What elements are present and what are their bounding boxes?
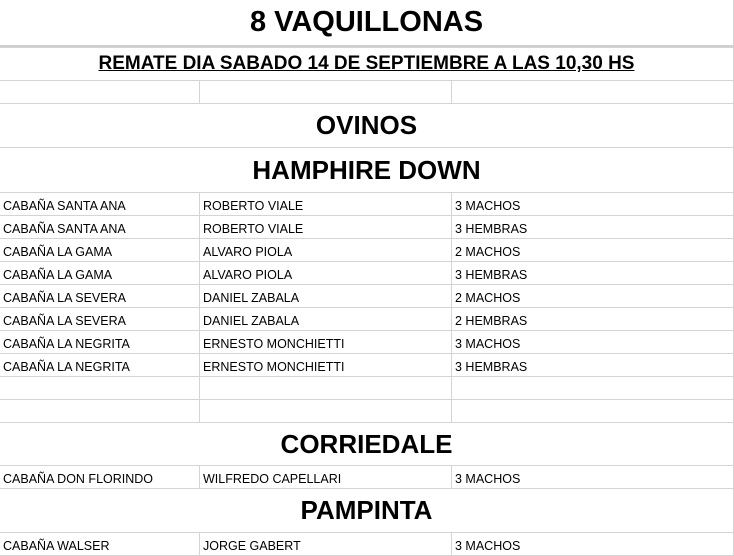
owner-cell[interactable]: ERNESTO MONCHIETTI xyxy=(200,354,452,376)
hampshire-table xyxy=(0,193,734,377)
owner-cell[interactable]: JORGE GABERT xyxy=(200,533,452,555)
pampinta-table xyxy=(0,533,734,556)
quantity-cell[interactable]: 3 MACHOS xyxy=(452,466,734,488)
quantity-cell[interactable]: 2 MACHOS xyxy=(452,239,734,261)
corriedale-heading[interactable]: CORRIEDALE xyxy=(0,423,734,465)
empty-cell[interactable] xyxy=(200,81,452,103)
quantity-cell[interactable]: 3 HEMBRAS xyxy=(452,354,734,376)
quantity-cell[interactable]: 3 HEMBRAS xyxy=(452,216,734,238)
corriedale-heading-row xyxy=(0,423,734,466)
cabana-cell[interactable]: CABAÑA DON FLORINDO xyxy=(0,466,200,488)
table-row xyxy=(0,285,734,308)
cabana-cell[interactable]: CABAÑA LA GAMA xyxy=(0,239,200,261)
empty-cell[interactable] xyxy=(200,400,452,422)
hampshire-heading[interactable]: HAMPHIRE DOWN xyxy=(0,148,734,192)
owner-cell[interactable]: DANIEL ZABALA xyxy=(200,285,452,307)
table-row xyxy=(0,466,734,489)
owner-cell[interactable]: ALVARO PIOLA xyxy=(200,239,452,261)
title-row xyxy=(0,0,734,48)
empty-row xyxy=(0,377,734,400)
corriedale-table xyxy=(0,466,734,489)
empty-cell[interactable] xyxy=(452,81,734,103)
table-row xyxy=(0,262,734,285)
empty-cell[interactable] xyxy=(0,400,200,422)
owner-cell[interactable]: ALVARO PIOLA xyxy=(200,262,452,284)
cabana-cell[interactable]: CABAÑA WALSER xyxy=(0,533,200,555)
cabana-cell[interactable]: CABAÑA LA SEVERA xyxy=(0,285,200,307)
owner-cell[interactable]: ERNESTO MONCHIETTI xyxy=(200,331,452,353)
pampinta-heading[interactable]: PAMPINTA xyxy=(0,489,734,532)
cabana-cell[interactable]: CABAÑA LA GAMA xyxy=(0,262,200,284)
empty-cell[interactable] xyxy=(0,377,200,399)
ovinos-row xyxy=(0,104,734,148)
empty-cell[interactable] xyxy=(200,377,452,399)
auction-cell[interactable]: REMATE DIA SABADO 14 DE SEPTIEMBRE A LAS 10,30 HS xyxy=(0,48,734,80)
title-cell[interactable]: 8 VAQUILLONAS xyxy=(0,0,734,47)
quantity-cell[interactable]: 3 HEMBRAS xyxy=(452,262,734,284)
owner-cell[interactable]: ROBERTO VIALE xyxy=(200,216,452,238)
quantity-cell[interactable]: 3 MACHOS xyxy=(452,193,734,215)
table-row xyxy=(0,239,734,262)
table-row xyxy=(0,193,734,216)
ovinos-heading[interactable]: OVINOS xyxy=(0,104,734,147)
quantity-cell[interactable]: 2 MACHOS xyxy=(452,285,734,307)
table-row xyxy=(0,533,734,556)
owner-cell[interactable]: ROBERTO VIALE xyxy=(200,193,452,215)
empty-row xyxy=(0,400,734,423)
empty-cell[interactable] xyxy=(452,377,734,399)
empty-row xyxy=(0,81,734,104)
cabana-cell[interactable]: CABAÑA LA NEGRITA xyxy=(0,354,200,376)
table-row xyxy=(0,354,734,377)
quantity-cell[interactable]: 2 HEMBRAS xyxy=(452,308,734,330)
table-row xyxy=(0,308,734,331)
auction-row xyxy=(0,48,734,81)
cabana-cell[interactable]: CABAÑA SANTA ANA xyxy=(0,216,200,238)
empty-cell[interactable] xyxy=(452,400,734,422)
quantity-cell[interactable]: 3 MACHOS xyxy=(452,331,734,353)
cabana-cell[interactable]: CABAÑA LA NEGRITA xyxy=(0,331,200,353)
hampshire-heading-row xyxy=(0,148,734,193)
pampinta-heading-row xyxy=(0,489,734,533)
cabana-cell[interactable]: CABAÑA LA SEVERA xyxy=(0,308,200,330)
owner-cell[interactable]: DANIEL ZABALA xyxy=(200,308,452,330)
table-row xyxy=(0,216,734,239)
quantity-cell[interactable]: 3 MACHOS xyxy=(452,533,734,555)
owner-cell[interactable]: WILFREDO CAPELLARI xyxy=(200,466,452,488)
table-row xyxy=(0,331,734,354)
empty-cell[interactable] xyxy=(0,81,200,103)
cabana-cell[interactable]: CABAÑA SANTA ANA xyxy=(0,193,200,215)
